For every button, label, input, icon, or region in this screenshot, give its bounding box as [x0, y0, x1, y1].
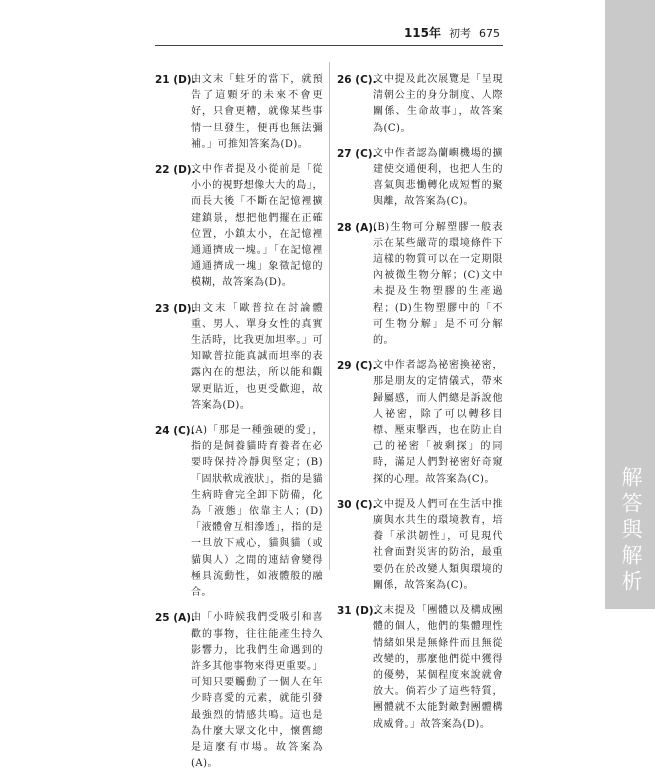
- question-number: 24 (C).: [155, 425, 195, 438]
- question-29: [337, 358, 503, 488]
- answer-explanation: 由「小時候我們受吸引和喜歡的事物，往往能產生持久影響力，比我們生命遇到的許多其他事物來得更重要。」可知只要觸動了一個人在年少時喜愛的元素，就能引發最強烈的情感共鳴。這也是為什麼大眾文化中，懷舊總是這麼有市場。故答案為(A)。: [191, 612, 323, 770]
- question-26: [337, 72, 503, 137]
- question-number: 26 (C).: [337, 74, 377, 86]
- question-24: [155, 423, 323, 601]
- answer-explanation: 由文末「歐普拉在討論體重、男人、單身女性的真實生活時，比我更加坦率。」可知歐普拉能真誠而坦率的表露內在的想法，所以能和觀眾更貼近，也更受歡迎，故答案為(D)。: [191, 302, 323, 411]
- right-column: [337, 72, 503, 742]
- column-divider: [329, 62, 330, 570]
- answer-explanation: (A)「那是一種強硬的愛」，指的是飼養貓時育養者在必要時保持冷靜與堅定；(B)「固狀軟成液狀」，指的是貓生病時會完全卸下防備，化為「液態」依靠主人；(D)「液體會互相滲透」，指的是一旦放下戒心，貓與貓（或貓與人）之間的連結會變得極具流動性，如液體般的融合。: [191, 425, 323, 599]
- section-label: 解答與解析: [619, 466, 643, 596]
- page-number: 675: [479, 27, 500, 40]
- page-header: [360, 24, 500, 41]
- question-28: [337, 220, 503, 350]
- answer-explanation: (B)生物可分解塑膠一般表示在某些嚴苛的環境條件下這樣的物質可以在一定期限內被微生物分解；(C)文中未提及生物塑膠的生產過程；(D)生物塑膠中的「不可生物分解」是不可分解的。: [373, 221, 503, 347]
- question-number: 27 (C).: [337, 147, 377, 160]
- header-rule: [155, 45, 503, 46]
- answer-explanation: 文中作者認為祕密換祕密，那是朋友的定情儀式，帶來歸屬感，而人們總是訴說他人祕密，除了可以轉移目標、壓束擊西，也在防止自己的祕密「被剩探」的同時，滿足人們對祕密好奇窺探的心理。故答案為(C)。: [373, 360, 503, 485]
- answer-explanation: 文末提及「團體以及構成團體的個人，他們的集體理性情緒如果是無條件而且無從改變的，那麼他們從中獲得的優勢，某個程度來說就會放大。倘若少了這些特質，團體就不太能對敵對團體構成威脅。」故答案為(D)。: [373, 605, 503, 730]
- question-30: [337, 497, 503, 594]
- question-21: [155, 72, 323, 153]
- answer-explanation: 文中提及此次展覽是「呈現清朝公主的身分制度、人際關係、生命故事」，故答案為(C)。: [373, 74, 503, 134]
- answer-explanation: 文中作者提及小從前是「從小小的視野想像大大的島」，而長大後「不斷在記憶裡擴建鎮景，想把他們擺在正確位置，小鎮太小，在記憶裡通通擠成一塊。」「在記憶裡通通擠成一塊」象徵記憶的模糊，故答案為(D)。: [191, 164, 323, 289]
- question-number: 30 (C).: [337, 498, 377, 511]
- question-number: 23 (D).: [155, 302, 196, 315]
- answer-explanation: 文中提及人們可在生活中推廣與水共生的環境教育，培養「承洪韌性」，可見現代社會面對災害的防治，最重要仍在於改變人類與環境的關係，故答案為(C)。: [373, 498, 503, 591]
- answer-explanation: 文中作者認為蘭嶼機場的擴建使交通便利，也把人生的喜氣與悲慟轉化成短暫的聚與離，故答案為(C)。: [373, 147, 503, 208]
- question-number: 25 (A).: [155, 612, 195, 625]
- question-27: [337, 146, 503, 211]
- question-number: 28 (A).: [337, 221, 377, 234]
- exam-year: 115年: [403, 26, 441, 40]
- side-tab: [605, 0, 655, 609]
- question-25: [155, 610, 323, 772]
- question-22: [155, 162, 323, 292]
- left-column: [155, 72, 323, 781]
- question-number: 29 (C).: [337, 360, 377, 373]
- question-31: [337, 603, 503, 733]
- question-number: 21 (D).: [155, 74, 196, 86]
- question-number: 31 (D).: [337, 605, 378, 618]
- question-23: [155, 301, 323, 414]
- exam-name: 初考: [449, 27, 471, 40]
- answer-explanation: 由文末「蛀牙的當下，就預告了這顆牙的未來不會更好，只會更糟，就像某些事情一旦發生，便再也無法彌補。」可推知答案為(D)。: [191, 74, 323, 150]
- question-number: 22 (D).: [155, 164, 196, 177]
